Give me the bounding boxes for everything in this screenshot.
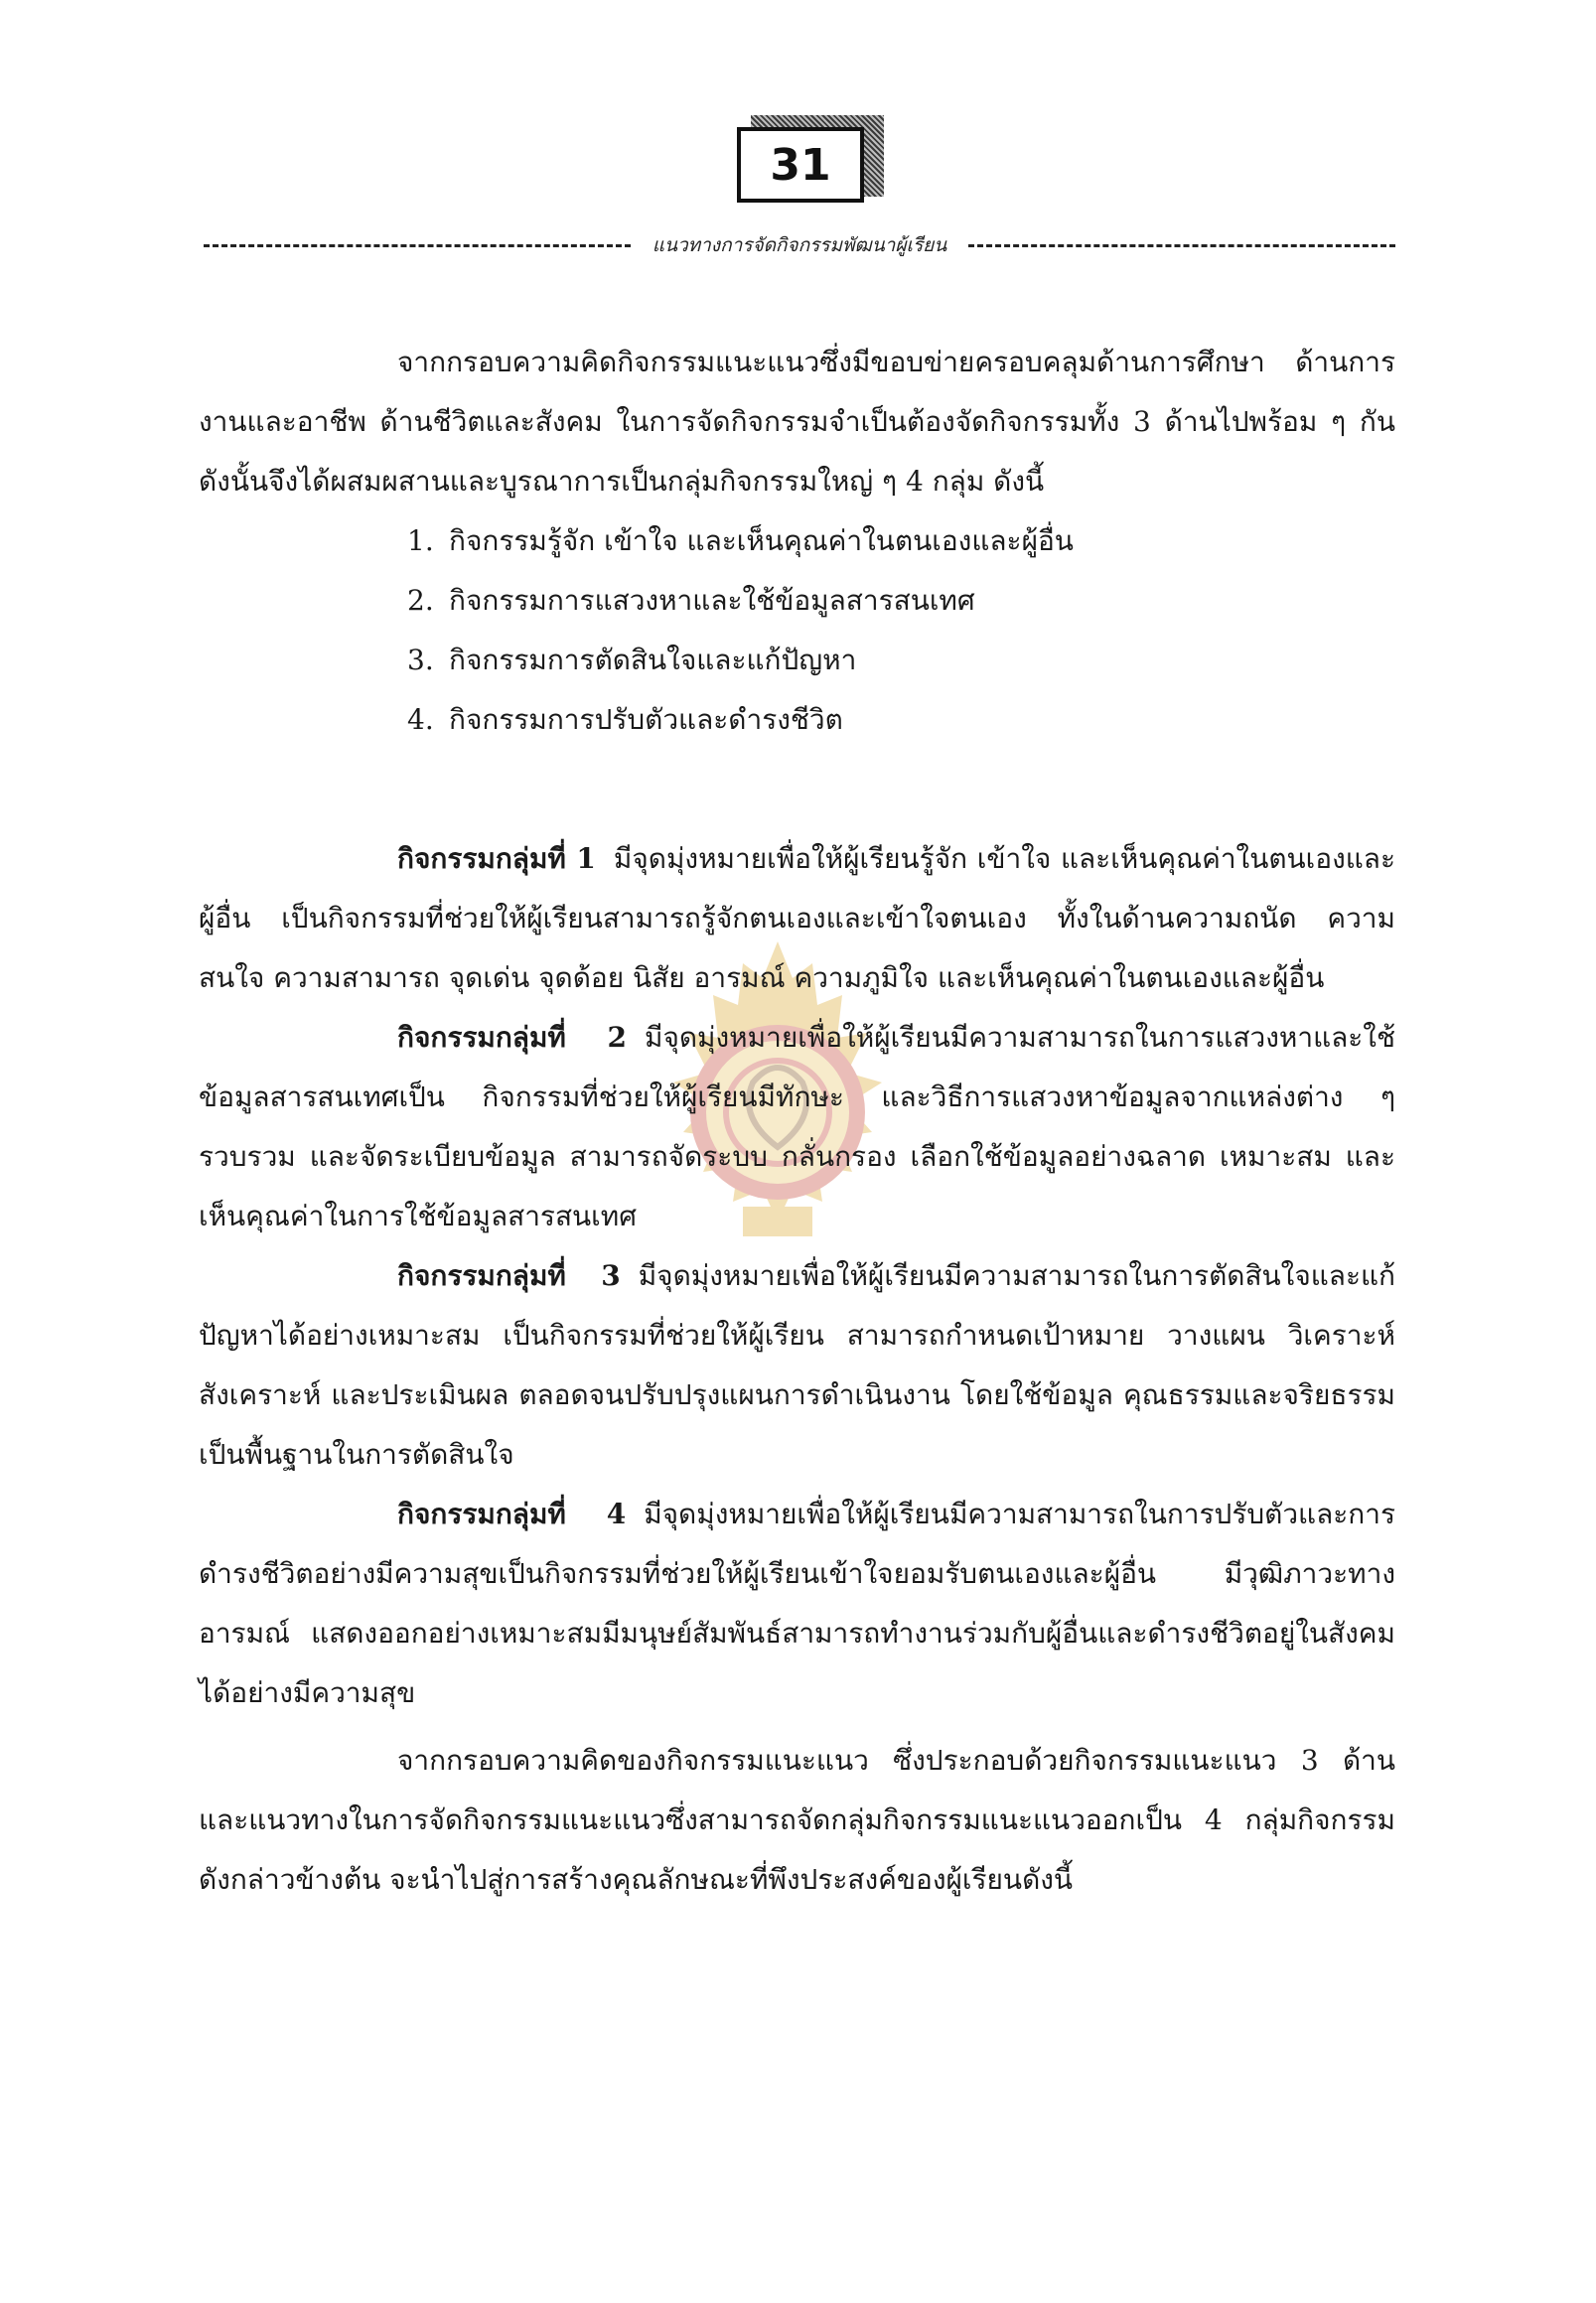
group-3-paragraph [199,1246,1395,1485]
group-4-paragraph [199,1485,1395,1723]
section-gap [199,750,1395,829]
list-item-text: กิจกรรมการแสวงหาและใช้ข้อมูลสารสนเทศ [449,584,975,617]
running-header [204,230,1395,260]
group-1-paragraph [199,829,1395,1008]
list-item-number: 1. [407,524,434,557]
list-item [407,631,1395,690]
group-2-text: มีจุดมุ่งหมายเพื่อให้ผู้เรียนมีความสามารถในการแสวงหาและใช้ข้อมูลสารสนเทศเป็น กิจกรรมที่ช่วยให้ผู้เรียนมีทักษะ และวิธีการแสวงหาข้อมูลจากแหล่งต่าง ๆ รวบรวม และจัดระเบียบข้อมูล สามารถจัดระบบ กลั่นกรอง เลือกใช้ข้อมูลอย่างฉลาด เหมาะสม และเห็นคุณค่าในการใช้ข้อมูลสารสนเทศ [199,1021,1395,1232]
group-3-text: มีจุดมุ่งหมายเพื่อให้ผู้เรียนมีความสามารถในการตัดสินใจและแก้ปัญหาได้อย่างเหมาะสม เป็นกิจกรรมที่ช่วยให้ผู้เรียน สามารถกำหนดเป้าหมาย วางแผน วิเคราะห์ สังเคราะห์ และประเมินผล ตลอดจนปรับปรุงแผนการดำเนินงาน โดยใช้ข้อมูล คุณธรรมและจริยธรรมเป็นพื้นฐานในการตัดสินใจ [199,1259,1395,1471]
list-item-number: 3. [407,644,434,676]
page-number-box [737,127,886,213]
group-4-text: มีจุดมุ่งหมายเพื่อให้ผู้เรียนมีความสามารถในการปรับตัวและการดำรงชีวิตอย่างมีความสุขเป็นกิจกรรมที่ช่วยให้ผู้เรียนเข้าใจยอมรับตนเองและผู้อื่น มีวุฒิภาวะทางอารมณ์ แสดงออกอย่างเหมาะสมมีมนุษย์สัมพันธ์สามารถทำงานร่วมกับผู้อื่นและดำรงชีวิตอยู่ในสังคมได้อย่างมีความสุข [199,1498,1395,1709]
list-item-text: กิจกรรมรู้จัก เข้าใจ และเห็นคุณค่าในตนเองและผู้อื่น [449,524,1074,557]
group-2-paragraph [199,1008,1395,1246]
group-4-title: กิจกรรมกลุ่มที่ 4 [397,1498,627,1530]
body-text [199,333,1395,1910]
conclusion-paragraph: จากกรอบความคิดของกิจกรรมแนะแนว ซึ่งประกอบด้วยกิจกรรมแนะแนว 3 ด้าน และแนวทางในการจัดกิจกรรมแนะแนวซึ่งสามารถจัดกลุ่มกิจกรรมแนะแนวออกเป็น 4 กลุ่มกิจกรรม ดังกล่าวข้างต้น จะนำไปสู่การสร้างคุณลักษณะที่พึงประสงค์ของผู้เรียนดังนี้ [199,1744,1395,1896]
list-item-text: กิจกรรมการตัดสินใจและแก้ปัญหา [449,644,857,676]
list-item [407,571,1395,631]
header-dash-right [968,244,1395,247]
running-title: แนวทางการจัดกิจกรรมพัฒนาผู้เรียน [652,234,947,256]
page-number: 31 [737,127,864,203]
list-item-number: 2. [407,584,434,617]
list-item [407,690,1395,750]
header-dash-left [204,244,631,247]
activity-list [199,511,1395,750]
list-item [407,511,1395,571]
group-1-title: กิจกรรมกลุ่มที่ 1 [397,842,596,875]
intro-paragraph: จากกรอบความคิดกิจกรรมแนะแนวซึ่งมีขอบข่ายครอบคลุมด้านการศึกษา ด้านการงานและอาชีพ ด้านชีวิตและสังคม ในการจัดกิจกรรมจำเป็นต้องจัดกิจกรรมทั้ง 3 ด้านไปพร้อม ๆ กัน ดังนั้นจึงได้ผสมผสานและบูรณาการเป็นกลุ่มกิจกรรมใหญ่ ๆ 4 กลุ่ม ดังนี้ [199,346,1395,498]
group-1-text: มีจุดมุ่งหมายเพื่อให้ผู้เรียนรู้จัก เข้าใจ และเห็นคุณค่าในตนเองและผู้อื่น เป็นกิจกรรมที่ช่วยให้ผู้เรียนสามารถรู้จักตนเองและเข้าใจตนเอง ทั้งในด้านความถนัด ความสนใจ ความสามารถ จุดเด่น จุดด้อย นิสัย อารมณ์ ความภูมิใจ และเห็นคุณค่าในตนเองและผู้อื่น [199,842,1395,994]
list-item-text: กิจกรรมการปรับตัวและดำรงชีวิต [449,703,843,736]
group-3-title: กิจกรรมกลุ่มที่ 3 [397,1259,621,1292]
group-2-title: กิจกรรมกลุ่มที่ 2 [397,1021,627,1054]
list-item-number: 4. [407,703,434,736]
